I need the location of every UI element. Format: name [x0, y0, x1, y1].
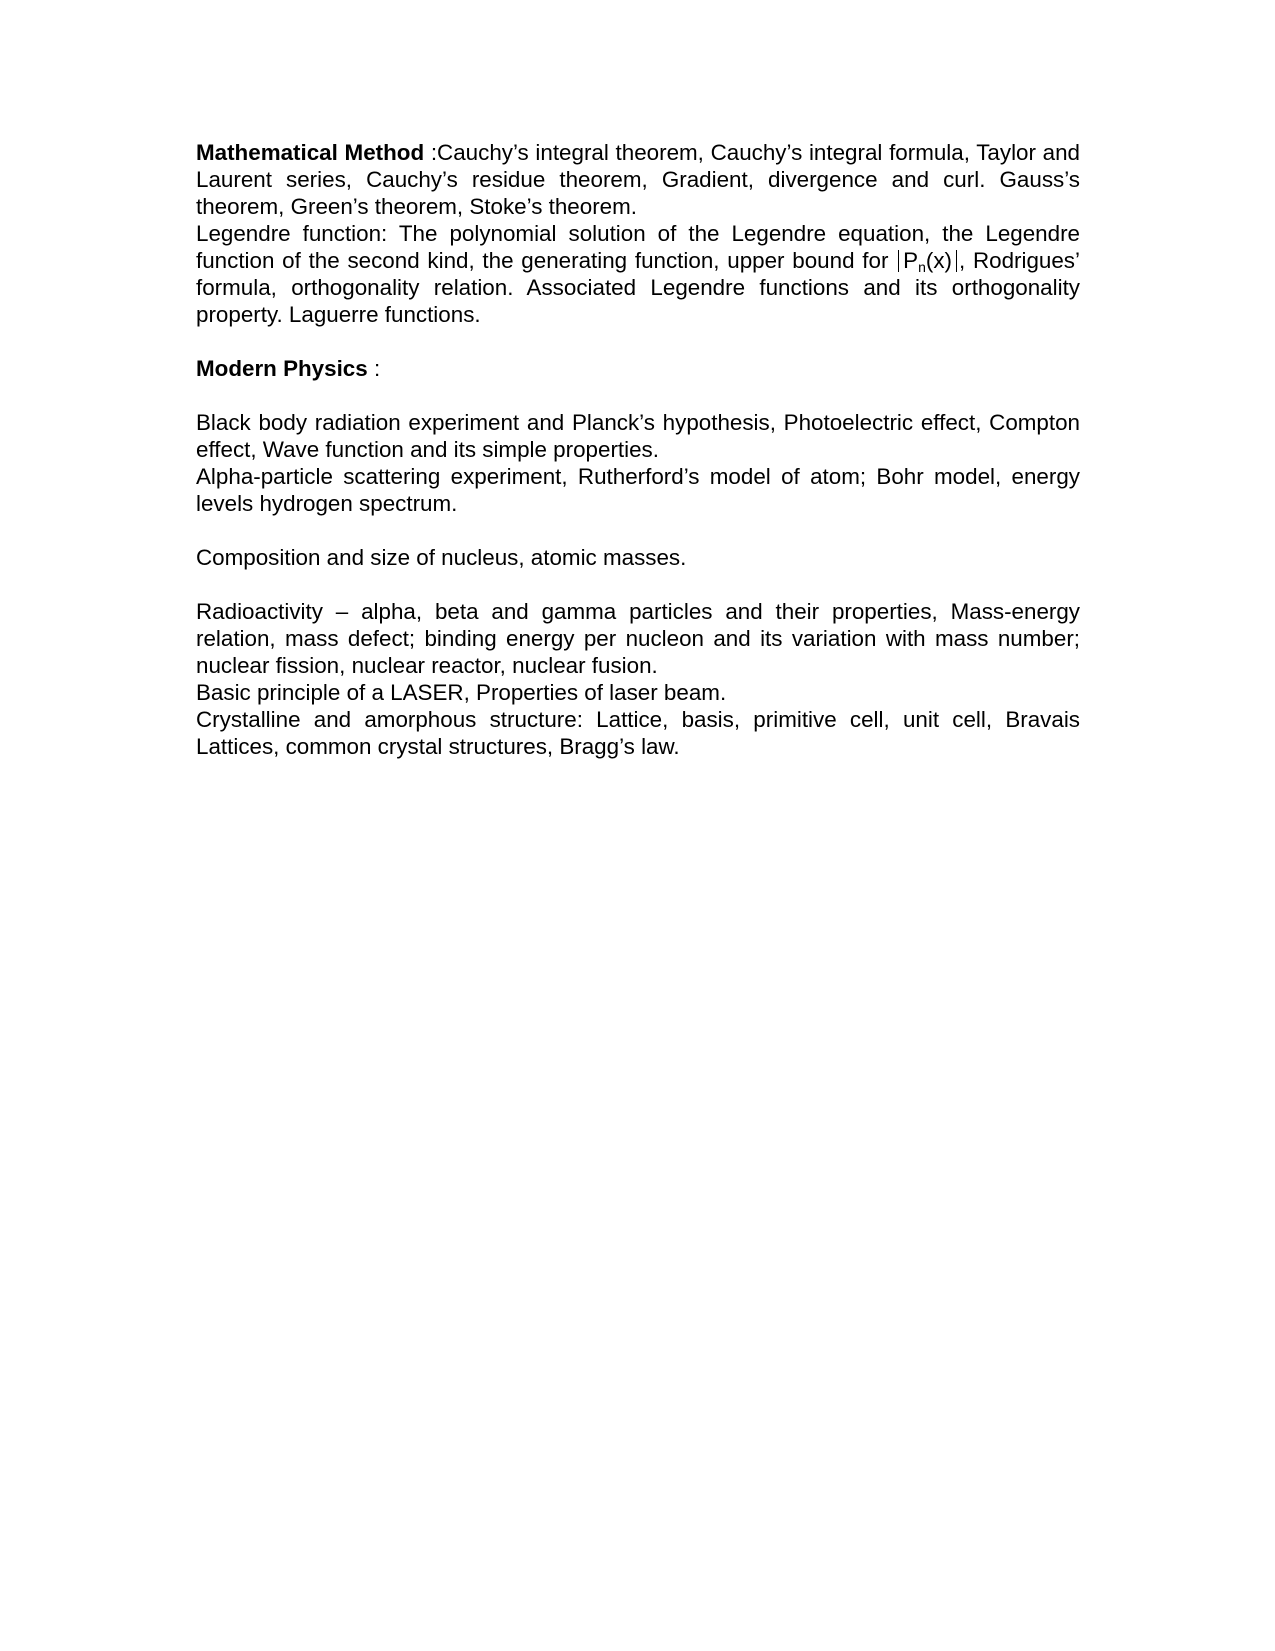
alpha-scattering-paragraph: Alpha-particle scattering experiment, Rutherford’s model of atom; Bohr model, energy levels hydrogen spectrum. — [196, 464, 1080, 516]
abs-argument: (x) — [925, 248, 952, 273]
abs-symbol: P — [903, 248, 919, 273]
crystal-paragraph: Crystalline and amorphous structure: Lattice, basis, primitive cell, unit cell, Bravais Lattices, common crystal structures, Bragg’s law. — [196, 707, 1080, 759]
math-topics-text: :Cauchy’s integral theorem, Cauchy’s integral formula, Taylor and Laurent series, Cauchy’s residue theorem, Gradient, divergence and curl. Gauss’s theorem, Green’s theorem, Stoke’s theorem. — [196, 140, 1080, 219]
nucleus-paragraph: Composition and size of nucleus, atomic masses. — [196, 545, 687, 570]
abs-subscript: n — [918, 259, 926, 275]
abs-pn-expression — [898, 248, 957, 275]
blackbody-paragraph: Black body radiation experiment and Planck’s hypothesis, Photoelectric effect, Compton effect, Wave function and its simple properties. — [196, 410, 1080, 462]
math-heading: Mathematical Method — [196, 140, 425, 165]
math-paragraph — [196, 139, 1080, 220]
modern-physics-heading-suffix: : — [367, 356, 381, 381]
document-page — [196, 139, 1080, 760]
radioactivity-paragraph: Radioactivity – alpha, beta and gamma particles and their properties, Mass-energy relation, mass defect; binding energy per nucleon and its variation with mass number; nuclear fission, nuclear reactor, nuclear fusion. — [196, 599, 1080, 678]
legendre-text-start: Legendre function: The polynomial solution of the Legendre equation, the Legendre function of the second kind, the generating function, upper bound for — [196, 221, 1080, 273]
legendre-paragraph — [196, 220, 1080, 328]
modern-physics-heading: Modern Physics — [196, 356, 368, 381]
laser-paragraph: Basic principle of a LASER, Properties of laser beam. — [196, 680, 727, 705]
modern-physics-heading-line — [196, 355, 1080, 382]
legendre-text-end: , Rodrigues’ formula, orthogonality relation. Associated Legendre functions and its orthogonality property. Laguerre functions. — [196, 248, 1080, 327]
